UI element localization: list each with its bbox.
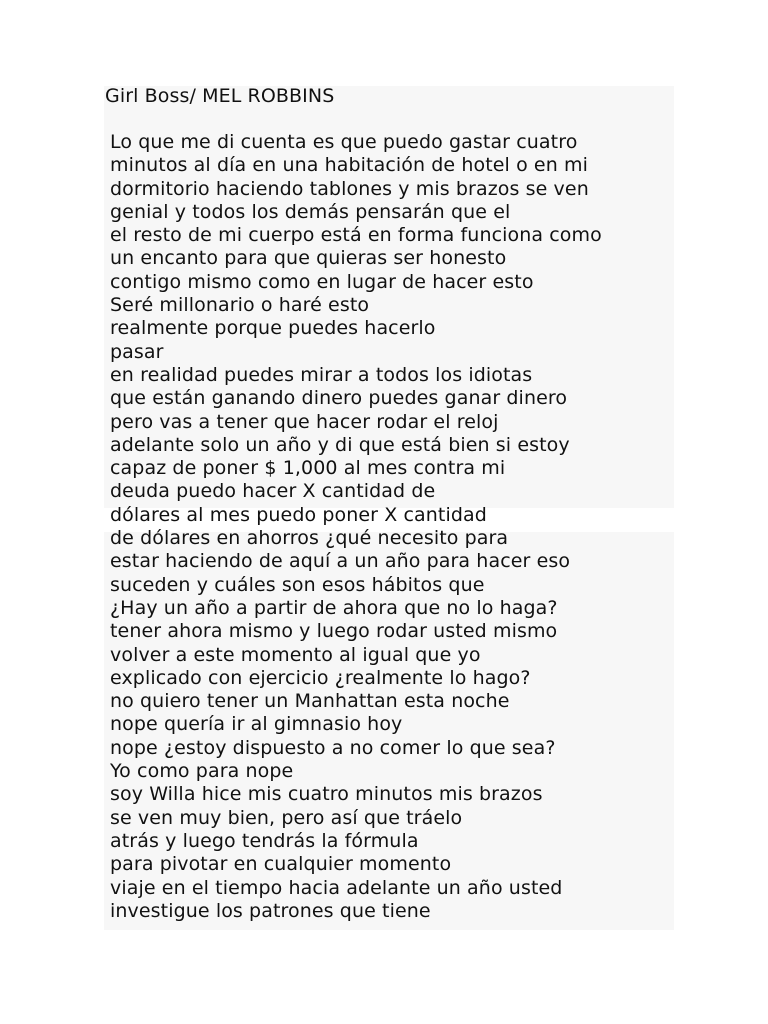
body-line: ¿Hay un año a partir de ahora que no lo haga? — [110, 596, 558, 619]
body-line: Lo que me di cuenta es que puedo gastar cuatro — [110, 131, 578, 153]
document-body — [110, 131, 602, 923]
document-title: Girl Boss/ MEL ROBBINS — [105, 85, 335, 107]
body-line: Yo como para nope — [110, 760, 294, 783]
body-line: nope ¿estoy dispuesto a no comer lo que sea? — [110, 736, 556, 759]
body-line: nope quería ir al gimnasio hoy — [110, 713, 403, 736]
body-line: soy Willa hice mis cuatro minutos mis brazos — [110, 783, 543, 806]
body-line: un encanto para que quieras ser honesto — [110, 247, 507, 270]
body-line: deuda puedo hacer X cantidad de — [110, 480, 436, 503]
body-line: contigo mismo como en lugar de hacer esto — [110, 270, 534, 293]
body-line: que están ganando dinero puedes ganar dinero — [110, 387, 568, 410]
body-line: capaz de poner $ 1,000 al mes contra mi — [110, 457, 506, 480]
body-line: el resto de mi cuerpo está en forma funciona como — [110, 224, 602, 247]
body-line: en realidad puedes mirar a todos los idiotas — [110, 363, 533, 386]
body-line: tener ahora mismo y luego rodar usted mismo — [110, 620, 558, 643]
body-line: de dólares en ahorros ¿qué necesito para — [110, 527, 509, 550]
body-line: explicado con ejercicio ¿realmente lo hago? — [110, 666, 531, 689]
body-line: atrás y luego tendrás la fórmula — [110, 829, 419, 852]
body-line: para pivotar en cualquier momento — [110, 853, 452, 876]
body-line: realmente porque puedes hacerlo — [110, 317, 436, 340]
body-line: Seré millonario o haré esto — [110, 294, 370, 317]
body-line: pero vas a tener que hacer rodar el reloj — [110, 410, 499, 433]
body-line: dormitorio haciendo tablones y mis brazos se ven — [110, 177, 589, 200]
body-line: volver a este momento al igual que yo — [110, 643, 481, 666]
body-line: investigue los patrones que tiene — [110, 899, 431, 922]
body-line: minutos al día en una habitación de hotel o en mi — [110, 154, 588, 177]
body-line: pasar — [110, 340, 164, 363]
body-line: no quiero tener un Manhattan esta noche — [110, 690, 510, 713]
body-line: genial y todos los demás pensarán que el — [110, 200, 511, 223]
body-line: estar haciendo de aquí a un año para hacer eso — [110, 550, 571, 573]
body-line: se ven muy bien, pero así que tráelo — [110, 806, 463, 829]
body-line: suceden y cuáles son esos hábitos que — [110, 573, 485, 596]
body-line: adelante solo un año y di que está bien si estoy — [110, 433, 570, 456]
body-line: viaje en el tiempo hacia adelante un año usted — [110, 876, 563, 899]
body-line: dólares al mes puedo poner X cantidad — [110, 503, 487, 526]
